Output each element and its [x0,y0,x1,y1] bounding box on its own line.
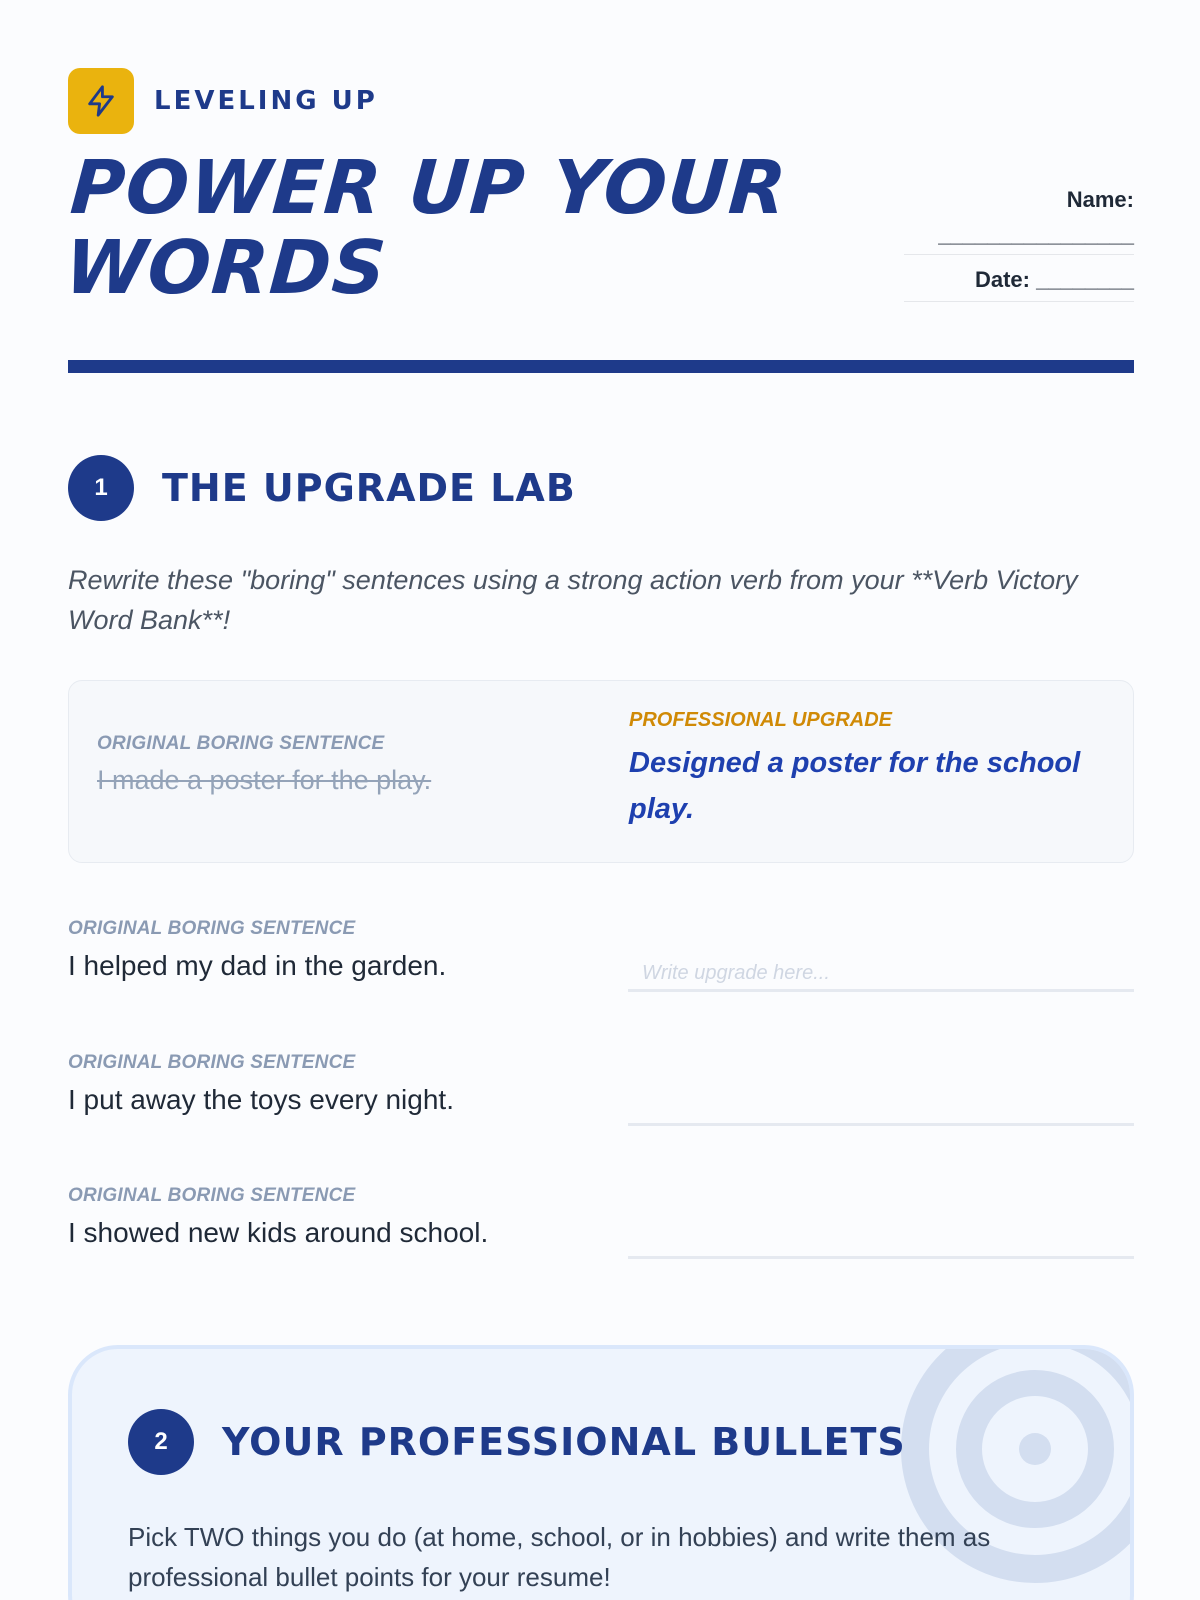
name-label: Name: [1066,187,1134,212]
original-sentence: I helped my dad in the garden. [68,950,447,981]
exercise-row [68,918,1134,1008]
section-2-header [128,1409,906,1475]
date-field[interactable]: Date: ________ [904,263,1134,302]
upgrade-sentence: Designed a poster for the school play. [629,747,1081,825]
section-number-badge: 1 [68,455,134,521]
upgrade-answer-field[interactable] [628,1090,1134,1126]
upgrade-answer-field[interactable] [628,1223,1134,1259]
original-caption: ORIGINAL BORING SENTENCE [68,1052,356,1073]
name-field[interactable]: ________________ [904,220,1134,255]
section-2-card [68,1345,1134,1600]
upgrade-caption: PROFESSIONAL UPGRADE [629,709,892,731]
header-divider [68,360,1134,373]
brand-header [68,68,378,134]
worksheet-page [62,0,1134,1600]
section-1-instructions: Rewrite these "boring" sentences using a strong action verb from your **Verb Victory Word Bank**! [68,565,1078,635]
section-1-header [68,455,576,521]
section-2-instructions: Pick TWO things you do (at home, school, or in hobbies) and write them as professional bullet points for your resume! [128,1522,991,1592]
name-date-fields [904,180,1134,302]
original-sentence: I showed new kids around school. [68,1217,489,1248]
original-caption: ORIGINAL BORING SENTENCE [97,733,385,754]
page-title [62,145,893,311]
section-number-badge: 2 [128,1409,194,1475]
exercise-row [68,1185,1134,1275]
title-line-1: POWER UP YOUR [67,145,790,231]
lightning-bolt-icon [68,68,134,134]
example-upgrade [629,709,1119,832]
example-original [97,733,577,796]
original-sentence: I put away the toys every night. [68,1084,454,1115]
section-title: YOUR PROFESSIONAL BULLETS [222,1420,906,1464]
original-caption: ORIGINAL BORING SENTENCE [68,918,356,939]
original-caption: ORIGINAL BORING SENTENCE [68,1185,356,1206]
example-card [68,680,1134,863]
original-sentence: I made a poster for the play. [97,765,432,795]
brand-label: LEVELING UP [154,86,378,116]
upgrade-answer-field[interactable]: Write upgrade here... [628,956,1134,992]
title-line-2: WORDS [62,225,390,311]
section-title: THE UPGRADE LAB [162,466,576,510]
exercise-row [68,1052,1134,1142]
